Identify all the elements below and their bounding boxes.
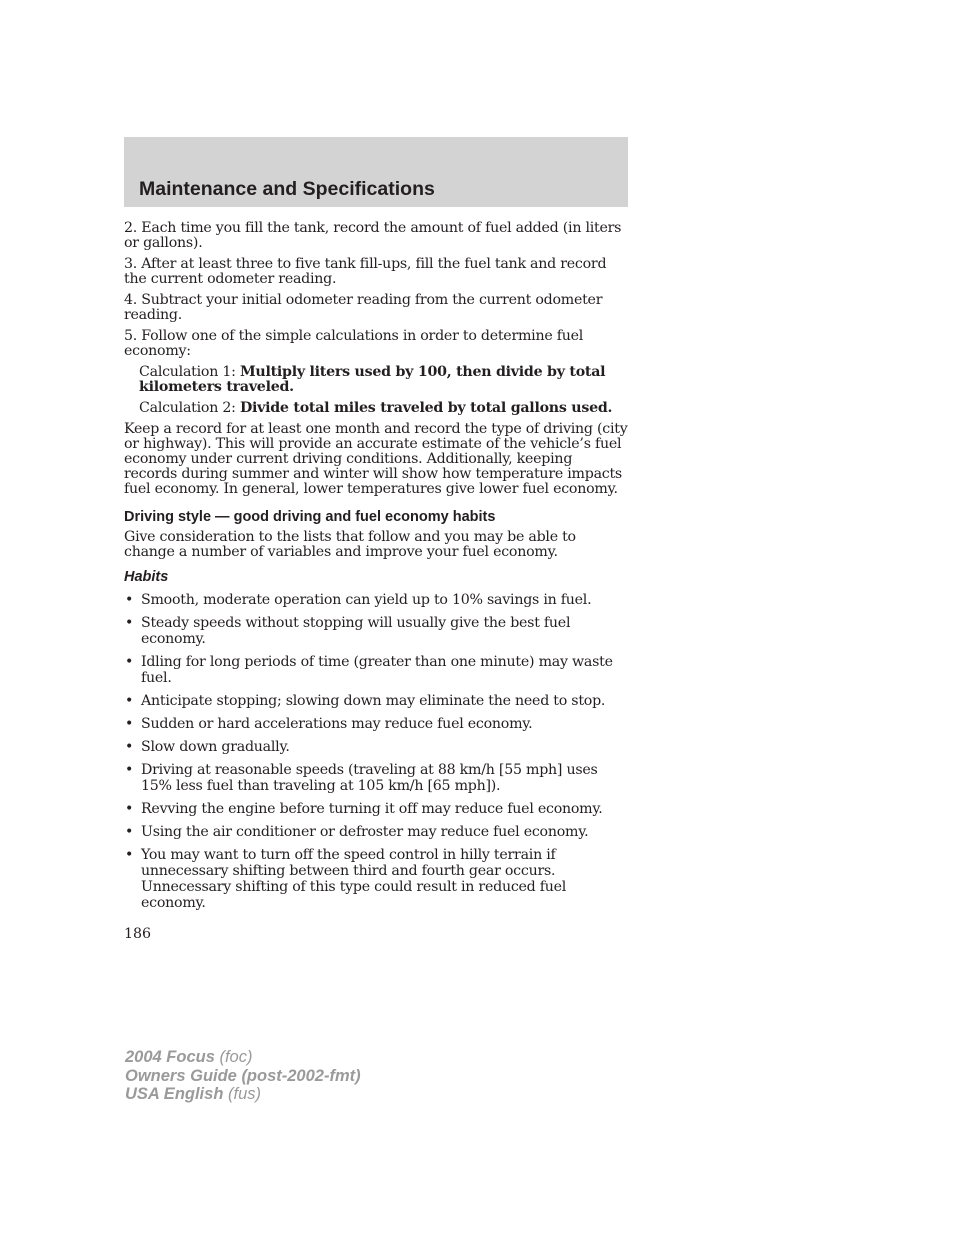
habit-text: Slow down gradually.	[141, 739, 290, 755]
bullet-icon: •	[125, 762, 134, 778]
step-4: 4. Subtract your initial odometer reading from the current odometer reading.	[124, 292, 603, 323]
bullet-icon: •	[125, 615, 134, 631]
habits-heading: Habits	[124, 569, 169, 585]
driving-style-intro: Give consideration to the lists that follow and you may be able to change a number of variables and improve your fuel economy.	[124, 529, 576, 560]
calculation-2-text: Divide total miles traveled by total gallons used.	[239, 400, 613, 416]
habit-text: Steady speeds without stopping will usually give the best fuel economy.	[141, 615, 571, 647]
habit-item	[124, 847, 628, 911]
section-header-band	[124, 137, 628, 207]
bullet-icon: •	[125, 693, 134, 709]
footer-line-1	[125, 1048, 361, 1067]
habit-text: Using the air conditioner or defroster may reduce fuel economy.	[141, 824, 589, 840]
habit-item	[124, 824, 628, 840]
page-content	[124, 221, 628, 918]
habit-item	[124, 739, 628, 755]
footer-line-2	[125, 1067, 361, 1086]
footer-line-3	[125, 1085, 361, 1104]
bullet-icon: •	[125, 716, 134, 732]
habit-item	[124, 693, 628, 709]
section-title: Maintenance and Specifications	[139, 178, 435, 200]
bullet-icon: •	[125, 592, 134, 608]
habit-item	[124, 716, 628, 732]
footer-guide: Owners Guide (post-2002-fmt)	[125, 1066, 361, 1085]
document-footer	[125, 1048, 361, 1104]
calculation-1-label: Calculation 1:	[139, 364, 240, 380]
habits-list	[124, 592, 628, 911]
habit-text: Driving at reasonable speeds (traveling at 88 km/h [55 mph] uses 15% less fuel than traveling at 105 km/h [65 mph]).	[141, 762, 598, 794]
step-2: 2. Each time you fill the tank, record the amount of fuel added (in liters or gallons).	[124, 220, 622, 251]
bullet-icon: •	[125, 739, 134, 755]
calculation-1-text: Multiply liters used by 100, then divide by total kilometers traveled.	[139, 364, 606, 395]
habit-text: You may want to turn off the speed control in hilly terrain if unnecessary shifting between third and fourth gear occurs. Unnecessary shifting of this type could result in reduced fuel economy.	[141, 847, 567, 911]
calculation-2-label: Calculation 2:	[139, 400, 240, 416]
step-3: 3. After at least three to five tank fill-ups, fill the fuel tank and record the current odometer reading.	[124, 256, 607, 287]
habit-text: Revving the engine before turning it off may reduce fuel economy.	[141, 801, 603, 817]
step-5: 5. Follow one of the simple calculations in order to determine fuel economy:	[124, 328, 584, 359]
footer-model: 2004 Focus	[125, 1048, 215, 1066]
habit-item	[124, 592, 628, 608]
record-paragraph: Keep a record for at least one month and record the type of driving (city or highway). This will provide an accurate estimate of the vehicle’s fuel economy under current driving conditions. Additionally, keeping records during summer and winter will show how temperature impacts fuel economy. In general, lower temperatures give lower fuel economy.	[124, 421, 628, 497]
footer-language: USA English	[125, 1085, 224, 1103]
footer-model-code: (foc)	[214, 1048, 253, 1066]
habit-item	[124, 762, 628, 794]
bullet-icon: •	[125, 847, 134, 863]
bullet-icon: •	[125, 824, 134, 840]
calculation-1	[139, 365, 628, 395]
bullet-icon: •	[125, 801, 134, 817]
habit-text: Sudden or hard accelerations may reduce fuel economy.	[141, 716, 533, 732]
calculation-2	[139, 401, 628, 416]
habit-item	[124, 801, 628, 817]
bullet-icon: •	[125, 654, 134, 670]
habit-text: Smooth, moderate operation can yield up to 10% savings in fuel.	[141, 592, 592, 608]
habit-text: Idling for long periods of time (greater than one minute) may waste fuel.	[141, 654, 613, 686]
footer-language-code: (fus)	[223, 1085, 261, 1103]
page-number: 186	[124, 926, 152, 942]
habit-item	[124, 615, 628, 647]
habit-text: Anticipate stopping; slowing down may eliminate the need to stop.	[141, 693, 606, 709]
habit-item	[124, 654, 628, 686]
driving-style-heading: Driving style — good driving and fuel economy habits	[124, 509, 496, 525]
